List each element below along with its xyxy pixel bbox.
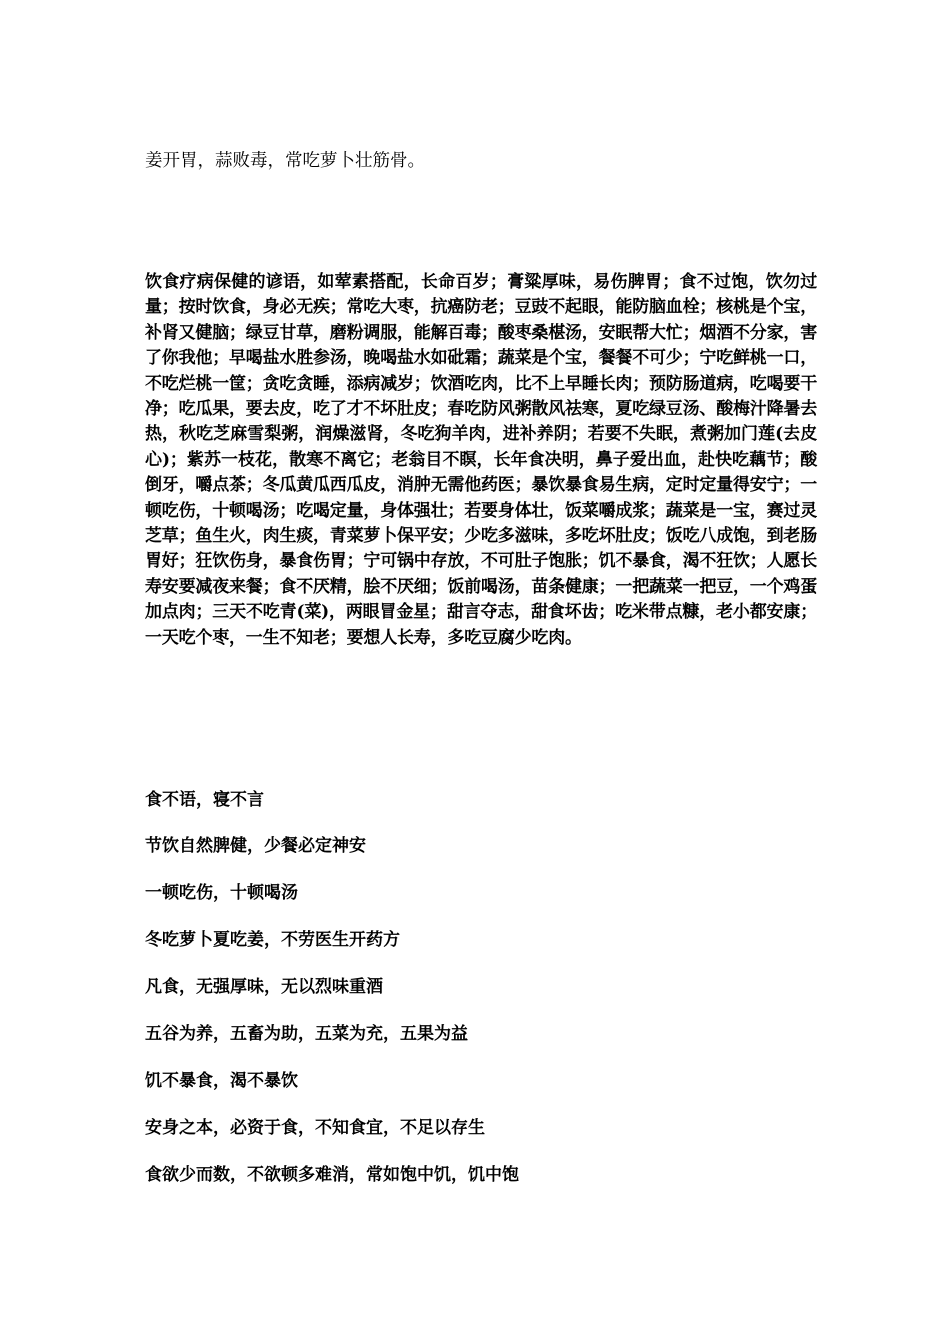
saying-item: 饥不暴食，渴不暴饮: [145, 1071, 298, 1091]
saying-item: 节饮自然脾健，少餐必定神安: [145, 836, 366, 856]
saying-item: 食欲少而数，不欲顿多难消，常如饱中饥，饥中饱: [145, 1165, 519, 1185]
saying-item: 食不语，寝不言: [145, 790, 264, 810]
saying-item: 安身之本，必资于食，不知食宜，不足以存生: [145, 1118, 485, 1138]
saying-item: 凡食，无强厚味，无以烈味重酒: [145, 977, 383, 997]
intro-proverb-line: 姜开胃，蒜败毒，常吃萝卜壮筋骨。: [145, 151, 425, 171]
saying-item: 五谷为养，五畜为助，五菜为充，五果为益: [145, 1024, 468, 1044]
saying-item: 冬吃萝卜夏吃姜，不劳医生开药方: [145, 930, 400, 950]
saying-item: 一顿吃伤，十顿喝汤: [145, 883, 298, 903]
diet-proverbs-paragraph: 饮食疗病保健的谚语，如荤素搭配，长命百岁；膏粱厚味，易伤脾胃；食不过饱，饮勿过量；按时饮食，身必无疾；常吃大枣，抗癌防老；豆豉不起眼，能防脑血栓；核桃是个宝，补肾又健脑；绿豆甘草，磨粉调服，能解百毒；酸枣桑椹汤，安眠帮大忙；烟酒不分家，害了你我他；早喝盐水胜参汤，晚喝盐水如砒霜；蔬菜是个宝，餐餐不可少；宁吃鲜桃一口，不吃烂桃一筐；贪吃贪睡，添病减岁；饮酒吃肉，比不上早睡长肉；预防肠道病，吃喝要干净；吃瓜果，要去皮，吃了才不坏肚皮；春吃防风粥散风祛寒，夏吃绿豆汤、酸梅汁降暑去热，秋吃芝麻雪梨粥，润燥滋肾，冬吃狗羊肉，进补养阴；若要不失眠，煮粥加门莲(去皮心)；紫苏一枝花，散寒不离它；老翁目不瞑，长年食决明，鼻子爱出血，赴快吃藕节；酸倒牙，嚼点茶；冬瓜黄瓜西瓜皮，消肿无需他药医；暴饮暴食易生病，定时定量得安宁；一顿吃伤，十顿喝汤；吃喝定量，身体强壮；若要身体壮，饭菜嚼成浆；蔬菜是一宝，赛过灵芝草；鱼生火，肉生痰，青菜萝卜保平安；少吃多滋味，多吃坏肚皮；饭吃八成饱，到老肠胃好；狂饮伤身，暴食伤胃；宁可锅中存放，不可肚子饱胀；饥不暴食，渴不狂饮；人愿长寿安要减夜来餐；食不厌精，脍不厌细；饭前喝汤，苗条健康；一把蔬菜一把豆，一个鸡蛋加点肉；三天不吃青(菜)，两眼冒金星；甜言夺志，甜食坏齿；吃米带点糠，老小都安康；一天吃个枣，一生不知老；要想人长寿，多吃豆腐少吃肉。: [145, 272, 817, 648]
